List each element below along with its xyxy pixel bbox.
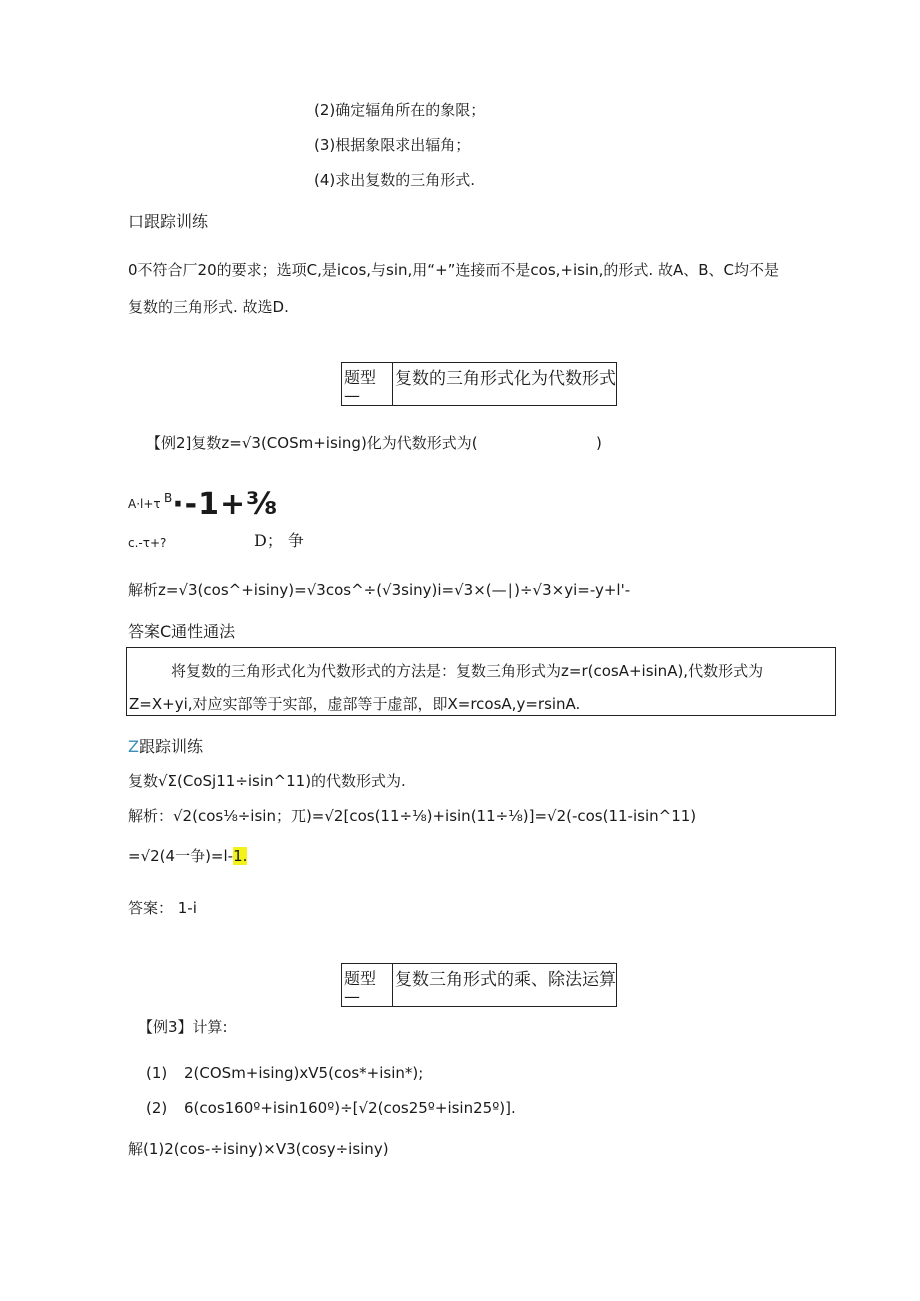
problem-1-number: (1) [146, 1064, 168, 1082]
step-3: (3)根据象限求出辐角； [314, 136, 471, 154]
step-2: (2)确定辐角所在的象限； [314, 101, 486, 119]
highlighted-result: 1. [233, 847, 248, 865]
option-b-value: ·-1+⅜ [172, 487, 279, 522]
step-4: (4)求出复数的三角形式. [314, 171, 476, 189]
example-2-solution: 解析z=√3(cos^+isiny)=√3cos^÷(√3siny)i=√3×(—∣)÷√3×yi=-y+l'- [128, 581, 631, 599]
section-title: 复数三角形式的乘、除法运算 [395, 970, 616, 990]
tracking-problem: 复数√Σ(CoSj11÷isin^11)的代数形式为. [128, 772, 406, 790]
section-box-3 [341, 963, 617, 1007]
tracking-heading-2 [128, 737, 203, 757]
tracking-solution-2-text: =√2(4一争)=l- [128, 847, 234, 865]
section-title: 复数的三角形式化为代数形式 [395, 369, 616, 389]
example-2-answer: 答案C通性通法 [128, 622, 236, 641]
example-3-stem: 【例3】计算: [138, 1018, 228, 1036]
problem-2-number: (2) [146, 1099, 168, 1117]
tracking-label: 跟踪训练 [138, 737, 203, 756]
section-box-2 [341, 362, 617, 406]
example-2-close-paren: ) [596, 434, 602, 452]
option-d: D； 争 [254, 531, 304, 550]
problem-1: 2(COSm+ising)xV5(cos*+isin*); [184, 1064, 424, 1082]
method-line-1: 将复数的三角形式化为代数形式的方法是：复数三角形式为z=r(cosA+isinA),代数形式为 [171, 662, 764, 680]
problem-2: 6(cos160º+isin160º)÷[√2(cos25º+isin25º)]. [184, 1099, 516, 1117]
example-3-solution: 解(1)2(cos-÷isiny)×V3(cosy÷isiny) [128, 1140, 389, 1158]
section-tag: 题型 — [342, 964, 393, 1006]
tracking-solution-1: 解析：√2(cos⅛÷isin；兀)=√2[cos(11÷⅛)+isin(11÷⅛)]=√2(-cos(11-isin^11) [128, 807, 697, 825]
tracking-mark: Z [128, 737, 139, 756]
tracking-solution-2 [128, 846, 247, 866]
method-box [126, 647, 836, 716]
section-tag: 题型 — [342, 363, 393, 405]
tracking-text-line-2: 复数的三角形式. 故选D. [128, 298, 289, 316]
option-a: A·l+τ [128, 497, 161, 511]
option-c: c.-τ+? [128, 536, 167, 550]
tracking-text-line-1: 0不符合厂20的要求；选项C,是icos,与sin,用“+”连接而不是cos,+isin,的形式. 故A、B、C均不是 [128, 261, 779, 279]
method-line-2: Z=X+yi,对应实部等于实部，虚部等于虚部，即X=rcosA,y=rsinA. [129, 695, 581, 713]
tracking-heading-1: 口跟踪训练 [128, 212, 209, 231]
example-2-stem: 【例2]复数z=√3(COSm+ising)化为代数形式为( [146, 434, 478, 452]
option-b-mark: B [164, 491, 173, 505]
tracking-answer: 答案： 1-i [128, 899, 197, 917]
option-b [164, 478, 279, 522]
